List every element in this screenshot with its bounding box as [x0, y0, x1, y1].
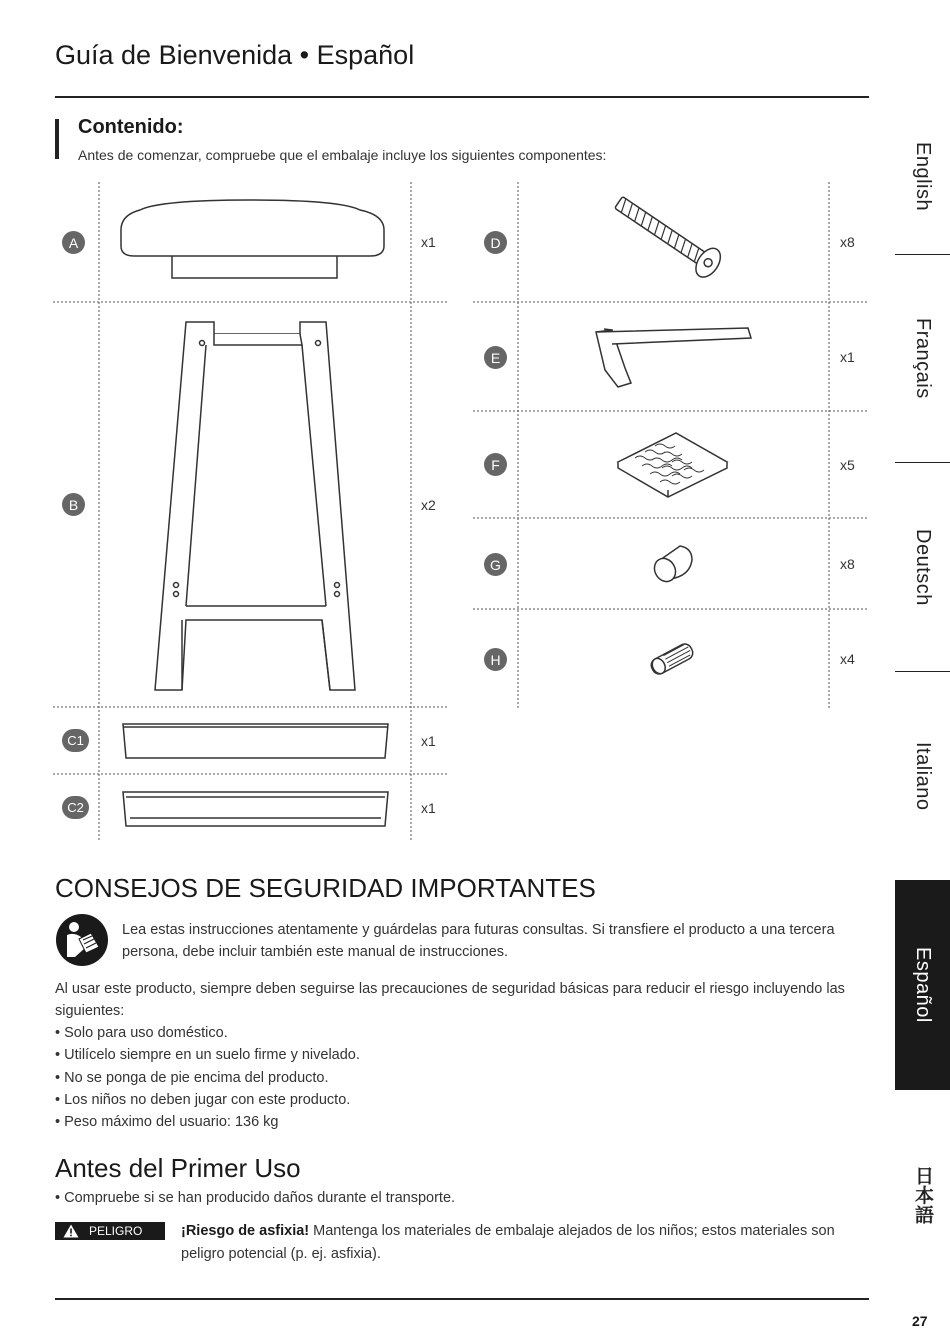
list-item: • No se ponga de pie encima del producto.: [55, 1067, 360, 1089]
part-e-hex-key-drawing: [596, 328, 751, 387]
tab-italiano[interactable]: Italiano: [912, 741, 934, 811]
list-item: • Utilícelo siempre en un suelo firme y nivelado.: [55, 1044, 360, 1066]
part-label: A: [62, 231, 85, 254]
danger-label: PELIGRO: [89, 1224, 143, 1238]
list-item: • Los niños no deben jugar con este producto.: [55, 1089, 360, 1111]
part-quantity: x5: [840, 457, 855, 473]
danger-body: Mantenga los materiales de embalaje alejados de los niños; estos materiales son peligro potencial (p. ej. asfixia).: [181, 1223, 835, 1262]
part-quantity: x8: [840, 234, 855, 250]
part-quantity: x1: [840, 349, 855, 365]
read-instructions-text: Lea estas instrucciones atentamente y guárdelas para futuras consultas. Si transfiere el producto a una tercera persona, debe incluir también este manual de instrucciones.: [122, 922, 835, 960]
safety-list: [55, 1022, 360, 1133]
part-b-frame-drawing: [155, 322, 355, 690]
page-title: Guía de Bienvenida • Español: [55, 40, 415, 70]
part-quantity: x8: [840, 556, 855, 572]
before-use-heading: Antes del Primer Uso: [55, 1153, 301, 1183]
part-d-bolt-drawing: [610, 189, 726, 282]
contents-heading: Contenido:: [78, 116, 184, 138]
part-quantity: x4: [840, 651, 855, 667]
warning-icon: [63, 1224, 79, 1238]
danger-badge: [55, 1222, 165, 1240]
part-c2-rail-drawing: [123, 792, 388, 826]
part-quantity: x2: [421, 497, 436, 513]
read-manual-icon: [55, 913, 109, 967]
part-label: C1: [62, 729, 89, 752]
page-number: 27: [912, 1313, 928, 1329]
footer-divider: [55, 1298, 869, 1300]
list-item: • Solo para uso doméstico.: [55, 1022, 360, 1044]
part-label: E: [484, 346, 507, 369]
part-label: C2: [62, 796, 89, 819]
part-label: F: [484, 453, 507, 476]
transport-check-item: • Compruebe si se han producido daños durante el transporte.: [55, 1190, 455, 1206]
danger-text: [181, 1220, 861, 1266]
tab-espanol[interactable]: Español: [895, 880, 950, 1090]
tab-japanese[interactable]: 日本語: [912, 1165, 933, 1225]
safety-intro: Al usar este producto, siempre deben seguirse las precauciones de seguridad básicas para reducir el riesgo incluyendo las siguientes:: [55, 981, 845, 1019]
list-item: • Peso máximo del usuario: 136 kg: [55, 1111, 360, 1133]
part-quantity: x1: [421, 800, 436, 816]
part-c1-rail-drawing: [123, 724, 388, 758]
part-label: D: [484, 231, 507, 254]
danger-bold: ¡Riesgo de asfixia!: [181, 1223, 310, 1239]
part-label: G: [484, 553, 507, 576]
part-label: H: [484, 648, 507, 671]
part-f-pad-drawing: [618, 433, 727, 497]
part-label: B: [62, 493, 85, 516]
part-quantity: x1: [421, 234, 436, 250]
tab-english[interactable]: English: [912, 142, 934, 212]
contents-intro: Antes de comenzar, compruebe que el embalaje incluye los siguientes componentes:: [78, 147, 607, 163]
safety-heading: CONSEJOS DE SEGURIDAD IMPORTANTES: [55, 873, 596, 903]
part-g-cap-drawing: [650, 546, 692, 585]
part-a-seat-drawing: [121, 200, 384, 278]
tab-deutsch[interactable]: Deutsch: [912, 528, 934, 606]
part-h-dowel-drawing: [649, 642, 695, 677]
part-quantity: x1: [421, 733, 436, 749]
tab-francais[interactable]: Français: [912, 318, 934, 399]
